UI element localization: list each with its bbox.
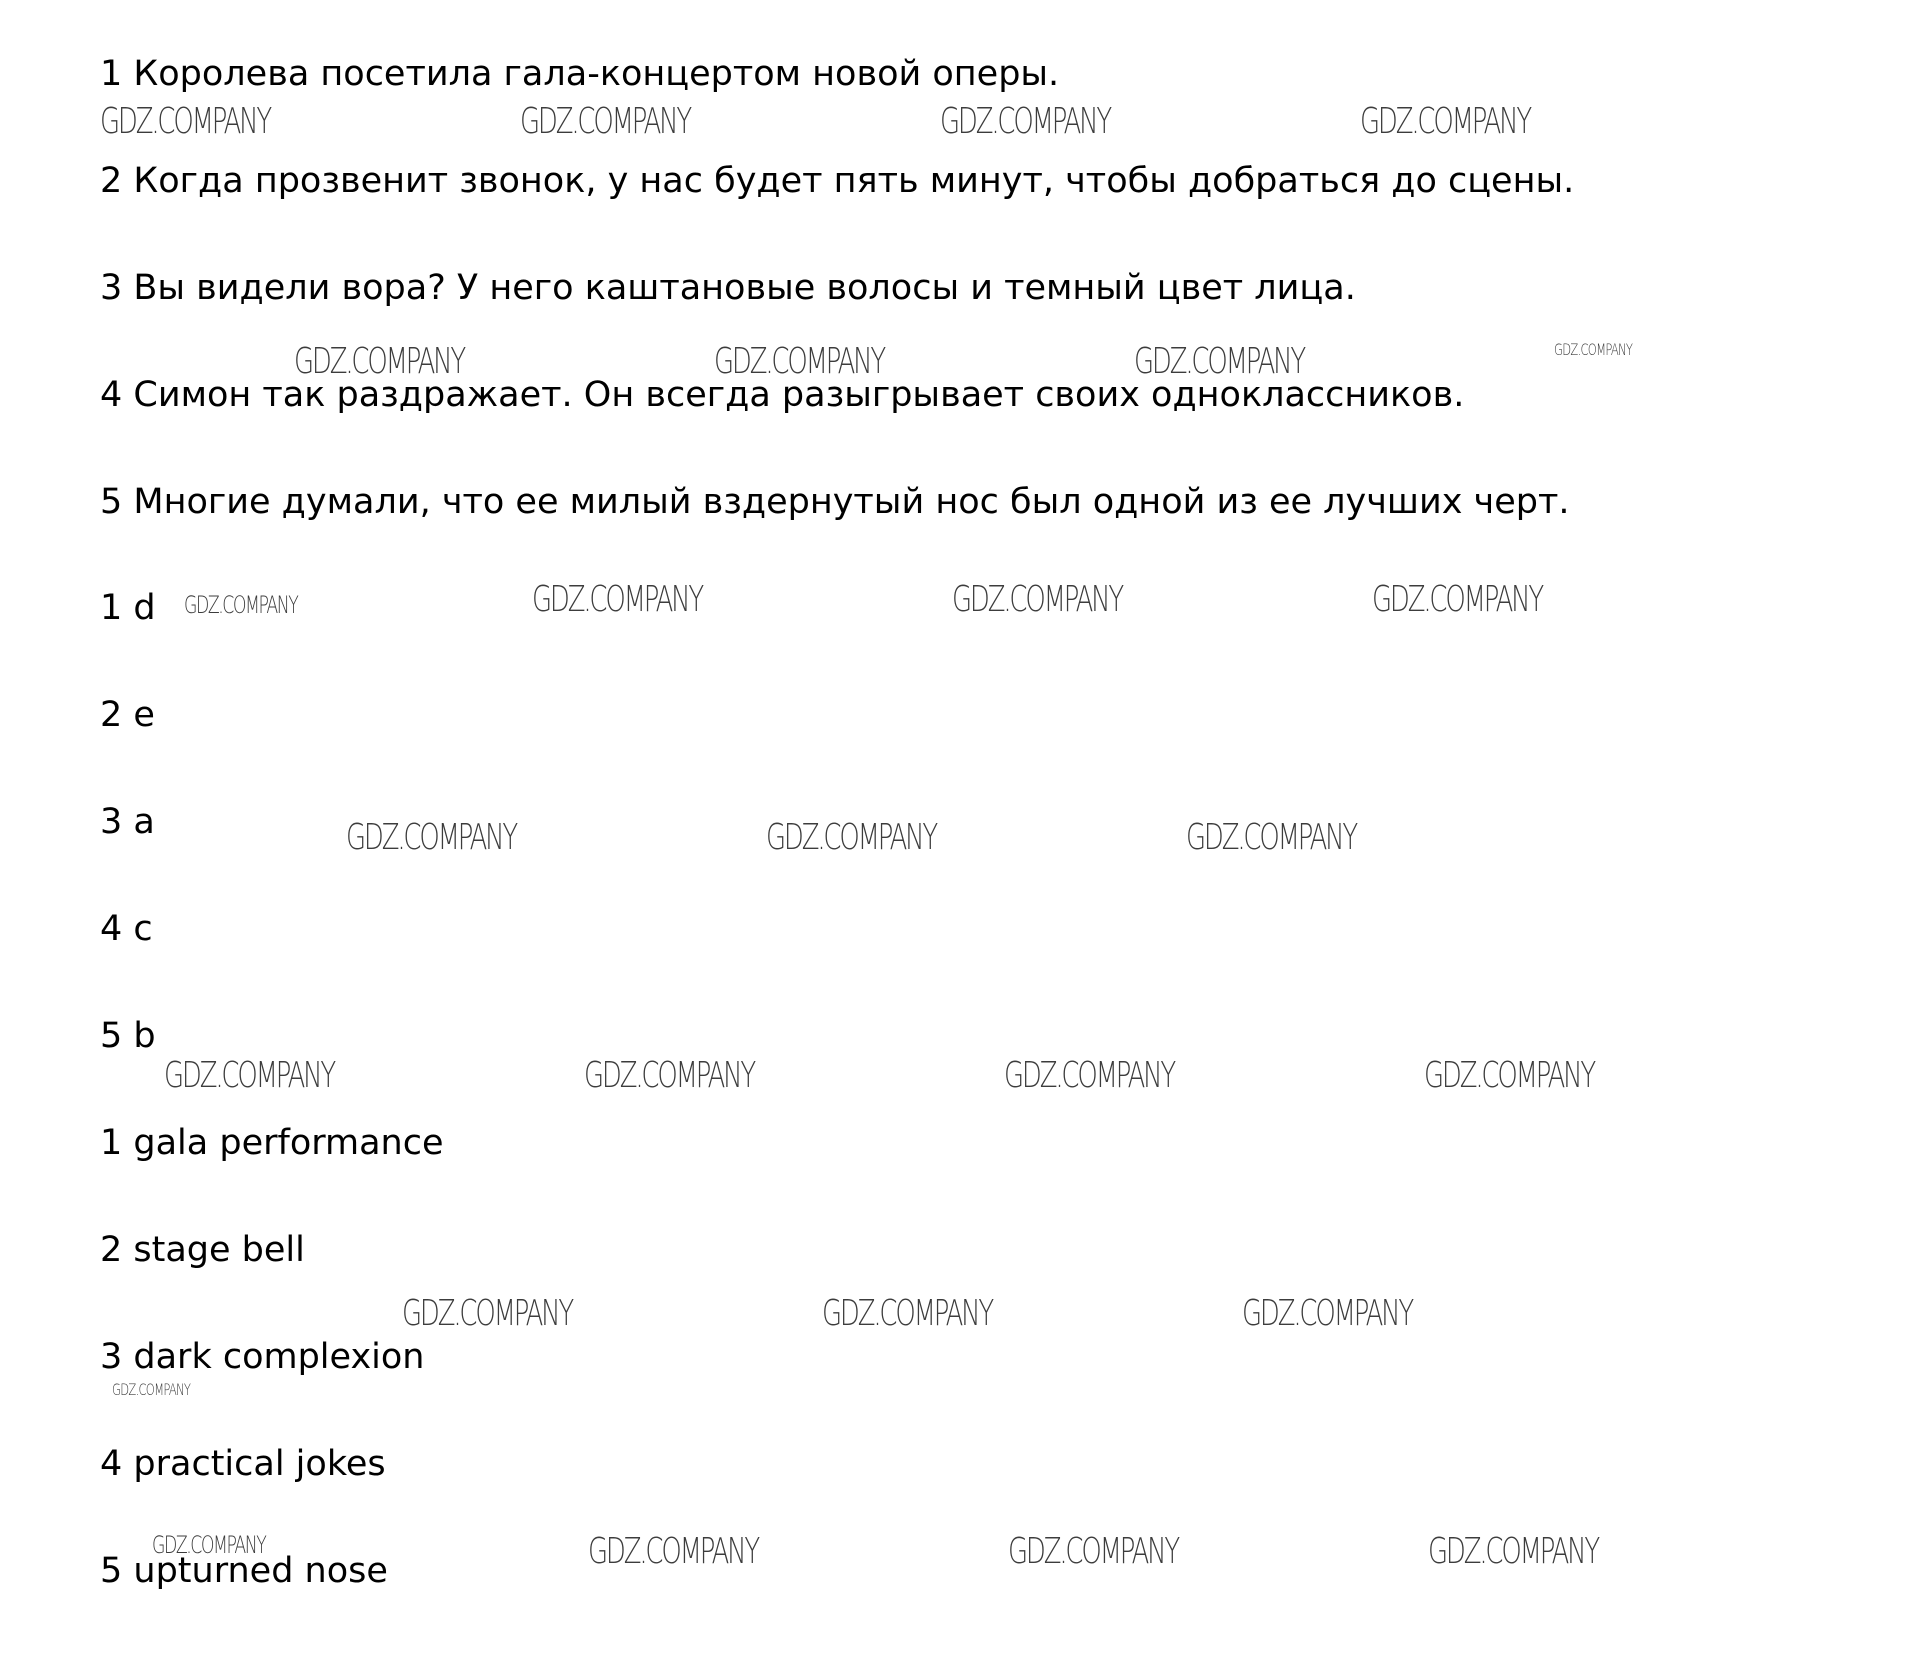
watermark: GDZ.COMPANY <box>1372 579 1543 620</box>
watermark: GDZ.COMPANY <box>532 579 703 620</box>
watermark: GDZ.COMPANY <box>1428 1531 1599 1572</box>
match-1: 1 d <box>100 588 156 628</box>
watermark: GDZ.COMPANY <box>766 817 937 858</box>
watermark: GDZ.COMPANY <box>520 101 691 142</box>
watermark: GDZ.COMPANY <box>1008 1531 1179 1572</box>
sentence-5: 5 Многие думали, что ее милый вздернутый нос был одной из ее лучших черт. <box>100 482 1570 522</box>
watermark: GDZ.COMPANY <box>112 1380 191 1399</box>
watermark: GDZ.COMPANY <box>588 1531 759 1572</box>
phrase-3: 3 dark complexion <box>100 1337 425 1377</box>
phrase-5: 5 upturned nose <box>100 1551 388 1591</box>
watermark: GDZ.COMPANY <box>952 579 1123 620</box>
phrase-1: 1 gala performance <box>100 1123 444 1163</box>
watermark: GDZ.COMPANY <box>1242 1293 1413 1334</box>
watermark: GDZ.COMPANY <box>1424 1055 1595 1096</box>
watermark: GDZ.COMPANY <box>402 1293 573 1334</box>
watermark: GDZ.COMPANY <box>1004 1055 1175 1096</box>
match-4: 4 c <box>100 909 153 949</box>
watermark: GDZ.COMPANY <box>184 591 298 619</box>
sentence-1: 1 Королева посетила гала-концертом новой оперы. <box>100 54 1060 94</box>
watermark: GDZ.COMPANY <box>346 817 517 858</box>
watermark: GDZ.COMPANY <box>940 101 1111 142</box>
sentence-4: 4 Симон так раздражает. Он всегда разыгрывает своих одноклассников. <box>100 375 1465 415</box>
watermark: GDZ.COMPANY <box>1186 817 1357 858</box>
watermark: GDZ.COMPANY <box>100 101 271 142</box>
match-5: 5 b <box>100 1016 156 1056</box>
sentence-3: 3 Вы видели вора? У него каштановые волосы и темный цвет лица. <box>100 268 1356 308</box>
watermark: GDZ.COMPANY <box>1360 101 1531 142</box>
sentence-2: 2 Когда прозвенит звонок, у нас будет пять минут, чтобы добраться до сцены. <box>100 161 1575 201</box>
watermark: GDZ.COMPANY <box>152 1531 266 1559</box>
watermark: GDZ.COMPANY <box>294 341 465 382</box>
watermark: GDZ.COMPANY <box>164 1055 335 1096</box>
watermark: GDZ.COMPANY <box>714 341 885 382</box>
watermark: GDZ.COMPANY <box>822 1293 993 1334</box>
match-2: 2 e <box>100 695 155 735</box>
phrase-4: 4 practical jokes <box>100 1444 386 1484</box>
watermark: GDZ.COMPANY <box>584 1055 755 1096</box>
watermark: GDZ.COMPANY <box>1554 340 1633 359</box>
watermark: GDZ.COMPANY <box>1134 341 1305 382</box>
phrase-2: 2 stage bell <box>100 1230 305 1270</box>
match-3: 3 a <box>100 802 155 842</box>
